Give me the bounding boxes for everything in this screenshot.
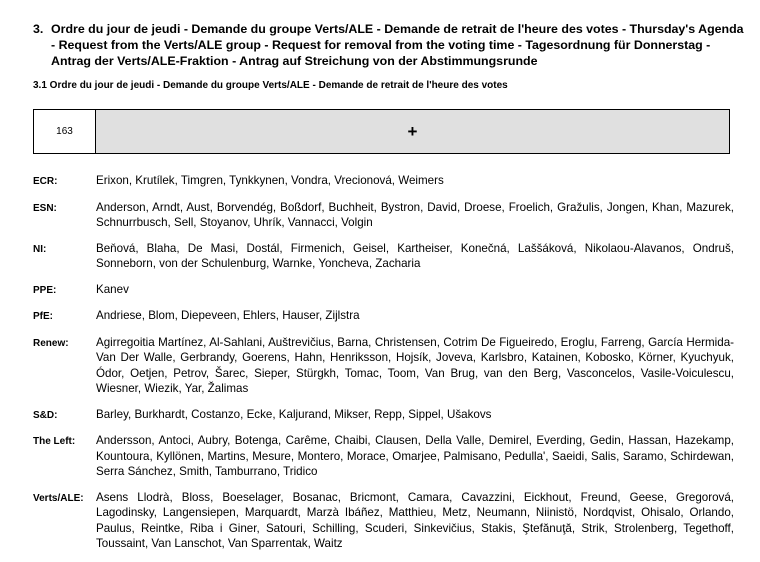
section-heading bbox=[33, 21, 745, 69]
vote-result-symbol: + bbox=[96, 110, 729, 153]
group-members: Kanev bbox=[96, 282, 129, 296]
group-members: Beňová, Blaha, De Masi, Dostál, Firmenich, Geisel, Kartheiser, Konečná, Laššáková, Nikolaou-Alavanos, Ondruš, Sonneborn, von der Schulenburg, Warnke, Yoncheva, Zacharia bbox=[96, 241, 734, 270]
group-label: PfE: bbox=[33, 311, 53, 322]
group-label: ESN: bbox=[33, 202, 57, 214]
group-label: The Left: bbox=[33, 436, 76, 447]
political-groups-list bbox=[33, 173, 745, 562]
group-members: Erixon, Krutílek, Timgren, Tynkkynen, Vondra, Vrecionová, Weimers bbox=[96, 174, 444, 187]
section-number: 3. bbox=[33, 22, 44, 36]
group-row-ni bbox=[33, 241, 745, 272]
group-members: Agirregoitia Martínez, Al-Sahlani, Auštrevičius, Barna, Christensen, Cotrim De Figueiredo, Eroglu, Farreng, García Hermida-Van Der Walle, Gerbrandy, Goerens, Hahn, Henriksson, Hojsík, Joveva, Karlsbro, Katainen, Kobosko, Körner, Kyuchyuk, Ódor, Oetjen, Petrov, Šarec, Sieper, Stürgkh, Tomac, Toom, Van Brug, van den Berg, Vasconcelos, Vasile-Voiculescu, Wiesner, Wiezik, Yar, Žalimas bbox=[96, 335, 734, 395]
group-label: Verts/ALE: bbox=[33, 492, 84, 504]
group-row-verts-ale bbox=[33, 490, 745, 552]
section-title: Ordre du jour de jeudi - Demande du groupe Verts/ALE - Demande de retrait de l'heure des votes - Thursday's Agenda - Request from the Verts/ALE group - Request for removal from the voting time - Tagesordnung für Donnerstag - Antrag der Verts/ALE-Fraktion - Antrag auf Streichung von der Abstimmungsrunde bbox=[51, 22, 744, 68]
subsection-title: 3.1 Ordre du jour de jeudi - Demande du groupe Verts/ALE - Demande de retrait de l'heure des votes bbox=[33, 80, 508, 91]
group-row-esn bbox=[33, 200, 745, 231]
group-label: PPE: bbox=[33, 284, 57, 296]
vote-result-table bbox=[33, 109, 730, 154]
group-label: Renew: bbox=[33, 337, 69, 349]
group-row-ecr bbox=[33, 173, 745, 190]
group-members: Barley, Burkhardt, Costanzo, Ecke, Kaljurand, Mikser, Repp, Sippel, Ušakovs bbox=[96, 407, 492, 421]
group-members: Andersson, Antoci, Aubry, Botenga, Carême, Chaibi, Clausen, Della Valle, Demirel, Everding, Gedin, Hassan, Hazekamp, Kountoura, Kyllönen, Martins, Mesure, Montero, Morace, Omarjee, Palmisano, Pedulla', Saeidi, Salis, Saramo, Schirdewan, Serra Sánchez, Smith, Tamburrano, Tridico bbox=[96, 434, 734, 478]
group-row-ppe bbox=[33, 282, 745, 299]
vote-count: 163 bbox=[34, 110, 96, 153]
group-members: Anderson, Arndt, Aust, Borvendég, Boßdorf, Buchheit, Bystron, David, Droese, Froelich, Gražulis, Jongen, Khan, Mazurek, Schnurrbusch, Sell, Stoyanov, Uhrík, Vannacci, Volgin bbox=[96, 200, 734, 229]
group-label: S&D: bbox=[33, 409, 58, 421]
group-label: NI: bbox=[33, 243, 47, 255]
group-label: ECR: bbox=[33, 176, 58, 187]
group-members: Andriese, Blom, Diepeveen, Ehlers, Hauser, Zijlstra bbox=[96, 309, 360, 322]
group-row-pfe bbox=[33, 308, 745, 325]
group-row-sd bbox=[33, 407, 745, 424]
group-members: Asens Llodrà, Bloss, Boeselager, Bosanac, Bricmont, Camara, Cavazzini, Eickhout, Freund, Geese, Gregorová, Lagodinsky, Langensiepen, Marquardt, Marzà Ibáñez, Matthieu, Metz, Neumann, Niinistö, Nordqvist, Ohisalo, Orlando, Paulus, Reintke, Riba i Giner, Satouri, Schilling, Scuderi, Sinkevičius, Stakis, Ştefănuţă, Strik, Strolenberg, Tegethoff, Toussaint, Van Lanschot, Van Sparrentak, Waitz bbox=[96, 490, 734, 550]
group-row-renew bbox=[33, 335, 745, 397]
group-row-the-left bbox=[33, 433, 745, 480]
